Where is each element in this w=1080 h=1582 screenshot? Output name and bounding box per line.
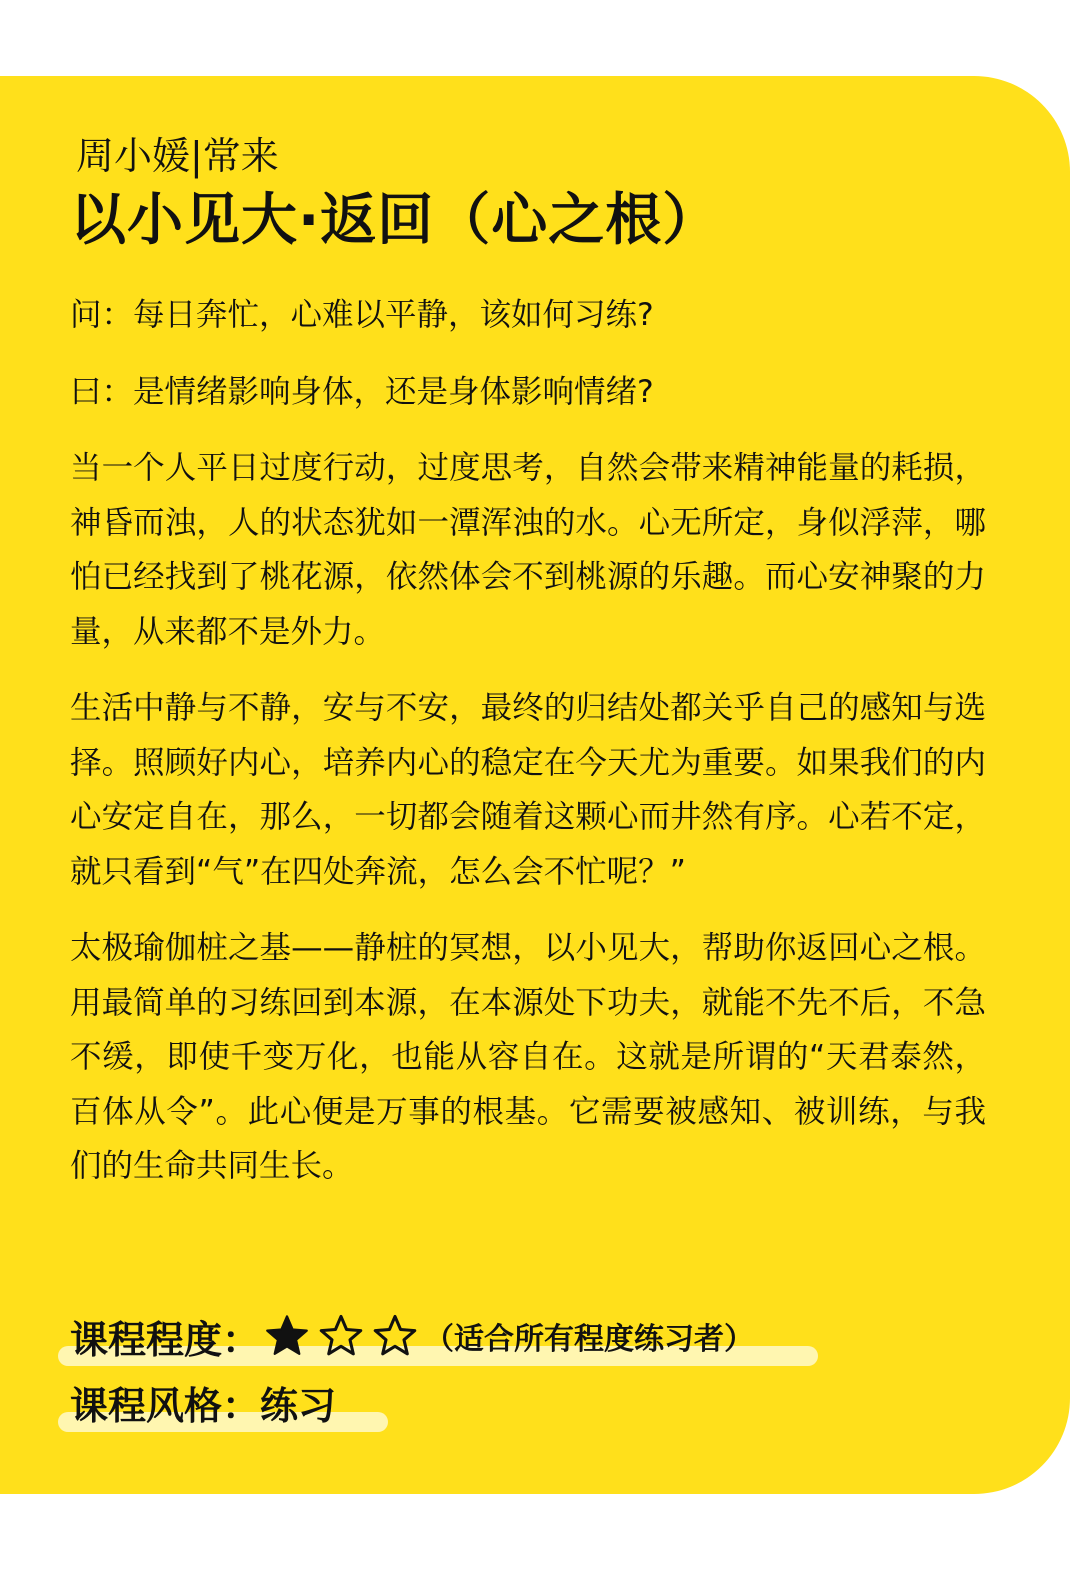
course-style-value: 练习 — [260, 1383, 337, 1428]
content-card — [0, 76, 1070, 1494]
star-outline-icon — [372, 1313, 418, 1359]
course-style-label: 课程风格： — [70, 1383, 261, 1428]
course-level-note: （适合所有程度练习者） — [424, 1322, 755, 1357]
body-paragraph: 生活中静与不静，安与不安，最终的归结处都关乎自己的感知与选择。照顾好内心，培养内心的稳定在今天尤为重要。如果我们的内心安定自在，那么，一切都会随着这颗心而井然有序。心若不定，就只看到“气”在四处奔流，怎么会不忙呢？” — [70, 690, 986, 890]
article-body — [70, 288, 986, 1216]
rating-stars — [264, 1313, 418, 1359]
star-outline-icon — [318, 1313, 364, 1359]
author-name: 周小媛|常来 — [76, 134, 279, 178]
course-level-row — [70, 1304, 970, 1368]
body-paragraph: 当一个人平日过度行动，过度思考，自然会带来精神能量的耗损，神昏而浊，人的状态犹如一潭浑浊的水。心无所定，身似浮萍，哪怕已经找到了桃花源，依然体会不到桃源的乐趣。而心安神聚的力量，从来都不是外力。 — [70, 450, 986, 650]
page-title: 以小见大·返回（心之根） — [70, 188, 720, 253]
body-paragraph: 太极瑜伽桩之基——静桩的冥想，以小见大，帮助你返回心之根。用最简单的习练回到本源，在本源处下功夫，就能不先不后，不急不缓，即使千变万化，也能从容自在。这就是所谓的“天君泰然，百体从令”。此心便是万事的根基。它需要被感知、被训练，与我们的生命共同生长。 — [70, 930, 986, 1184]
course-level-label: 课程程度： — [70, 1317, 261, 1362]
star-filled-icon — [264, 1313, 310, 1359]
course-info — [70, 1304, 970, 1434]
question-paragraph: 问：每日奔忙，心难以平静，该如何习练? — [70, 297, 654, 333]
answer-paragraph: 曰：是情绪影响身体，还是身体影响情绪? — [70, 373, 654, 410]
course-style-row — [70, 1370, 970, 1434]
